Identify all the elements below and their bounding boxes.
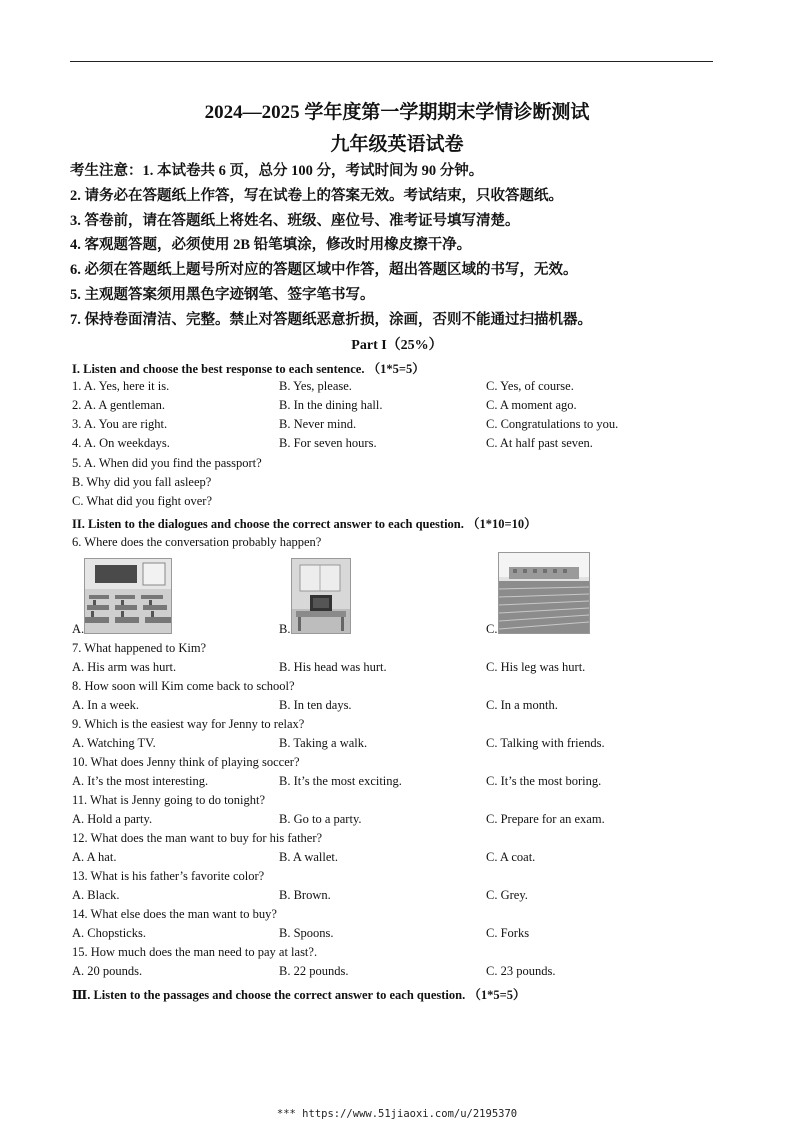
option-a: A. Black. <box>72 888 120 902</box>
section-heading: I. Listen and choose the best response to each sentence. （1*5=5） <box>72 362 425 376</box>
question-row <box>72 379 732 397</box>
question-text: 9. Which is the easiest way for Jenny to relax? <box>72 717 305 731</box>
option-a: 2. A. A gentleman. <box>72 398 166 412</box>
question-row <box>72 774 732 792</box>
notice-line: 6. 必须在答题纸上题号所对应的答题区域中作答，超出答题区域的书写，无效。 <box>70 262 578 278</box>
option-a: A. A hat. <box>72 850 117 864</box>
option-b: B. It’s the most exciting. <box>279 774 402 788</box>
question-text: 15. How much does the man need to pay at last?. <box>72 945 318 959</box>
question-text: 12. What does the man want to buy for his father? <box>72 831 323 845</box>
option-a: A. His arm was hurt. <box>72 660 177 674</box>
option-b: B. His head was hurt. <box>279 660 387 674</box>
option-a: A. 20 pounds. <box>72 964 143 978</box>
option-b: B. In the dining hall. <box>279 398 383 412</box>
question-row <box>72 850 732 868</box>
q5-option-a: 5. A. When did you find the passport? <box>72 456 262 470</box>
section-heading: II. Listen to the dialogues and choose the correct answer to each question. （1*10=10） <box>72 517 537 531</box>
question-row <box>72 436 732 454</box>
q5-option-c: C. What did you fight over? <box>72 494 213 508</box>
option-c: C. His leg was hurt. <box>486 660 586 674</box>
question-row <box>72 660 732 678</box>
option-c: C. At half past seven. <box>486 436 593 450</box>
notice-line: 4. 客观题答题，必须使用 2B 铅笔填涂，修改时用橡皮擦干净。 <box>70 237 472 253</box>
tv-room-picture <box>291 558 351 634</box>
option-a: 4. A. On weekdays. <box>72 436 170 450</box>
option-a: A. It’s the most interesting. <box>72 774 209 788</box>
option-label: A. <box>72 622 85 636</box>
notice-line: 5. 主观题答案须用黑色字迹钢笔、签字笔书写。 <box>70 287 375 303</box>
question-text: 8. How soon will Kim come back to school? <box>72 679 295 693</box>
option-c: C. Forks <box>486 926 530 940</box>
option-b: B. A wallet. <box>279 850 339 864</box>
option-label: B. <box>279 622 291 636</box>
option-c: C. Talking with friends. <box>486 736 605 750</box>
option-c: C. Congratulations to you. <box>486 417 619 431</box>
option-a: 3. A. You are right. <box>72 417 168 431</box>
top-rule <box>70 61 713 62</box>
option-a: A. Watching TV. <box>72 736 156 750</box>
option-b: B. Brown. <box>279 888 331 902</box>
question-row <box>72 698 732 716</box>
option-c: C. Grey. <box>486 888 528 902</box>
notice-line: 3. 答卷前，请在答题纸上将姓名、班级、座位号、准考证号填写清楚。 <box>70 213 520 229</box>
playground-picture <box>498 552 590 634</box>
option-a: A. Hold a party. <box>72 812 153 826</box>
question-text: 11. What is Jenny going to do tonight? <box>72 793 266 807</box>
notice-line: 考生注意：1. 本试卷共 6 页，总分 100 分，考试时间为 90 分钟。 <box>70 163 484 179</box>
option-c: C. Yes, of course. <box>486 379 574 393</box>
option-b: B. Go to a party. <box>279 812 362 826</box>
option-b: B. 22 pounds. <box>279 964 349 978</box>
question-row <box>72 926 732 944</box>
option-b: B. For seven hours. <box>279 436 377 450</box>
option-b: B. Spoons. <box>279 926 334 940</box>
option-a: 1. A. Yes, here it is. <box>72 379 170 393</box>
option-c: C. Prepare for an exam. <box>486 812 605 826</box>
option-b: B. Yes, please. <box>279 379 352 393</box>
exam-subtitle: 九年级英语试卷 <box>330 134 464 155</box>
question-row <box>72 812 732 830</box>
part-title: Part I（25%） <box>351 338 443 353</box>
question-text: 10. What does Jenny think of playing soccer? <box>72 755 300 769</box>
q5-option-b: B. Why did you fall asleep? <box>72 475 212 489</box>
question-row <box>72 888 732 906</box>
question-row <box>72 398 732 416</box>
footer-url: *** https://www.51jiaoxi.com/u/2195370 <box>276 1108 518 1120</box>
exam-title: 2024—2025 学年度第一学期期末学情诊断测试 <box>204 102 590 123</box>
option-c: C. 23 pounds. <box>486 964 556 978</box>
notice-line: 2. 请务必在答题纸上作答，写在试卷上的答案无效。考试结束，只收答题纸。 <box>70 188 563 204</box>
question-text: 6. Where does the conversation probably happen? <box>72 535 322 549</box>
question-row <box>72 964 732 982</box>
option-c: C. A coat. <box>486 850 536 864</box>
option-a: A. In a week. <box>72 698 139 712</box>
option-c: C. It’s the most boring. <box>486 774 602 788</box>
option-c: C. In a month. <box>486 698 558 712</box>
option-b: B. Never mind. <box>279 417 357 431</box>
option-label: C. <box>486 622 498 636</box>
question-text: 7. What happened to Kim? <box>72 641 207 655</box>
notice-line: 7. 保持卷面清洁、完整。禁止对答题纸恶意折损，涂画，否则不能通过扫描机器。 <box>70 312 592 328</box>
option-b: B. In ten days. <box>279 698 352 712</box>
question-row <box>72 417 732 435</box>
option-c: C. A moment ago. <box>486 398 577 412</box>
option-b: B. Taking a walk. <box>279 736 368 750</box>
question-text: 13. What is his father’s favorite color? <box>72 869 265 883</box>
question-text: 14. What else does the man want to buy? <box>72 907 277 921</box>
section-heading: Ⅲ. Listen to the passages and choose the correct answer to each question. （1*5=5） <box>72 988 526 1002</box>
option-a: A. Chopsticks. <box>72 926 146 940</box>
classroom-picture <box>84 558 172 634</box>
question-row <box>72 736 732 754</box>
